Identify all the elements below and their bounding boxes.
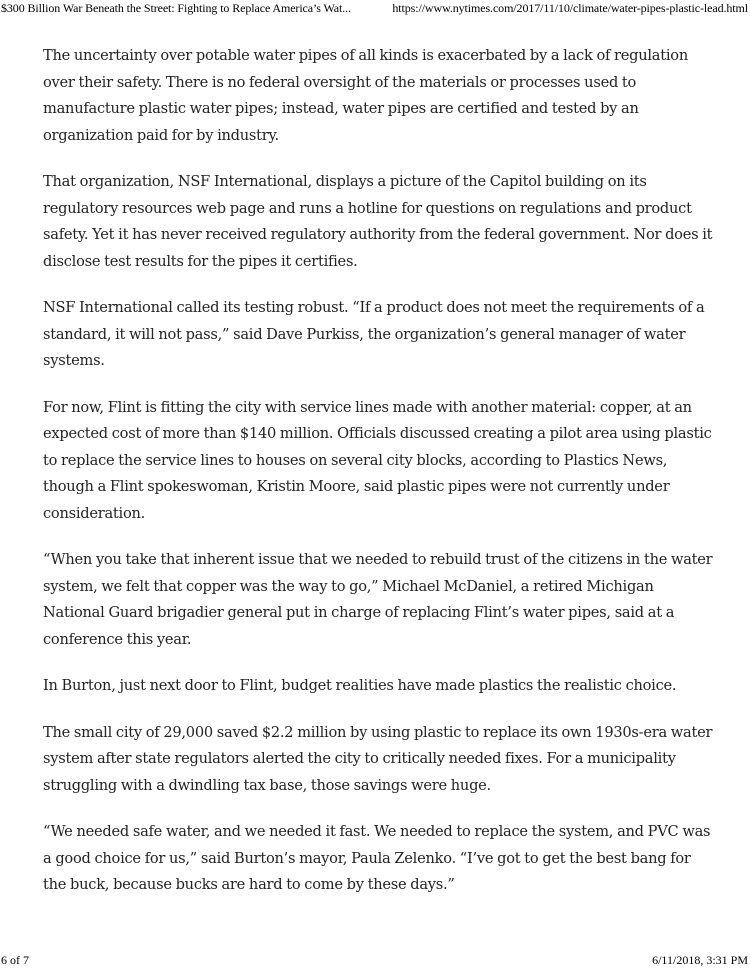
article-paragraph: “When you take that inherent issue that we needed to rebuild trust of the citizens in the water system, we felt that copper was the way to go,” Michael McDaniel, a retired Michigan National Guard brigadier general put in charge of replacing Flint’s water pipes, said at a conference this year.: [43, 551, 713, 648]
print-datetime: 6/11/2018, 3:31 PM: [652, 953, 748, 967]
print-header-url: https://www.nytimes.com/2017/11/10/climate/water-pipes-plastic-lead.html: [392, 1, 748, 15]
article-paragraph: The uncertainty over potable water pipes of all kinds is exacerbated by a lack of regulation over their safety. There is no federal oversight of the materials or processes used to manufacture plastic water pipes; instead, water pipes are certified and tested by an organization paid for by industry.: [43, 47, 688, 144]
print-footer: [0, 952, 750, 970]
page-number: 6 of 7: [1, 953, 29, 967]
article-paragraph: For now, Flint is fitting the city with service lines made with another material: copper, at an expected cost of more than $140 million. Officials discussed creating a pilot area using plastic to replace the service lines to houses on several city blocks, according to Plastics News, though a Flint spokeswoman, Kristin Moore, said plastic pipes were not currently under consideration.: [43, 398, 712, 522]
article-body: [43, 43, 713, 919]
print-header: [0, 0, 750, 18]
article-paragraph: In Burton, just next door to Flint, budget realities have made plastics the realistic choice.: [43, 677, 677, 694]
article-paragraph: That organization, NSF International, displays a picture of the Capitol building on its regulatory resources web page and runs a hotline for questions on regulations and product safety. Yet it has never received regulatory authority from the federal government. Nor does it disclose test results for the pipes it certifies.: [43, 173, 713, 270]
article-paragraph: The small city of 29,000 saved $2.2 million by using plastic to replace its own 1930s-era water system after state regulators alerted the city to critically needed fixes. For a municipality struggling with a dwindling tax base, those savings were huge.: [43, 723, 713, 794]
article-paragraph: “We needed safe water, and we needed it fast. We needed to replace the system, and PVC was a good choice for us,” said Burton’s mayor, Paula Zelenko. “I’ve got to get the best bang for the buck, because bucks are hard to come by these days.”: [43, 823, 711, 893]
print-header-title: $300 Billion War Beneath the Street: Fighting to Replace America’s Wat...: [1, 1, 351, 15]
article-paragraph: NSF International called its testing robust. “If a product does not meet the requirements of a standard, it will not pass,” said Dave Purkiss, the organization’s general manager of water systems.: [43, 299, 705, 369]
